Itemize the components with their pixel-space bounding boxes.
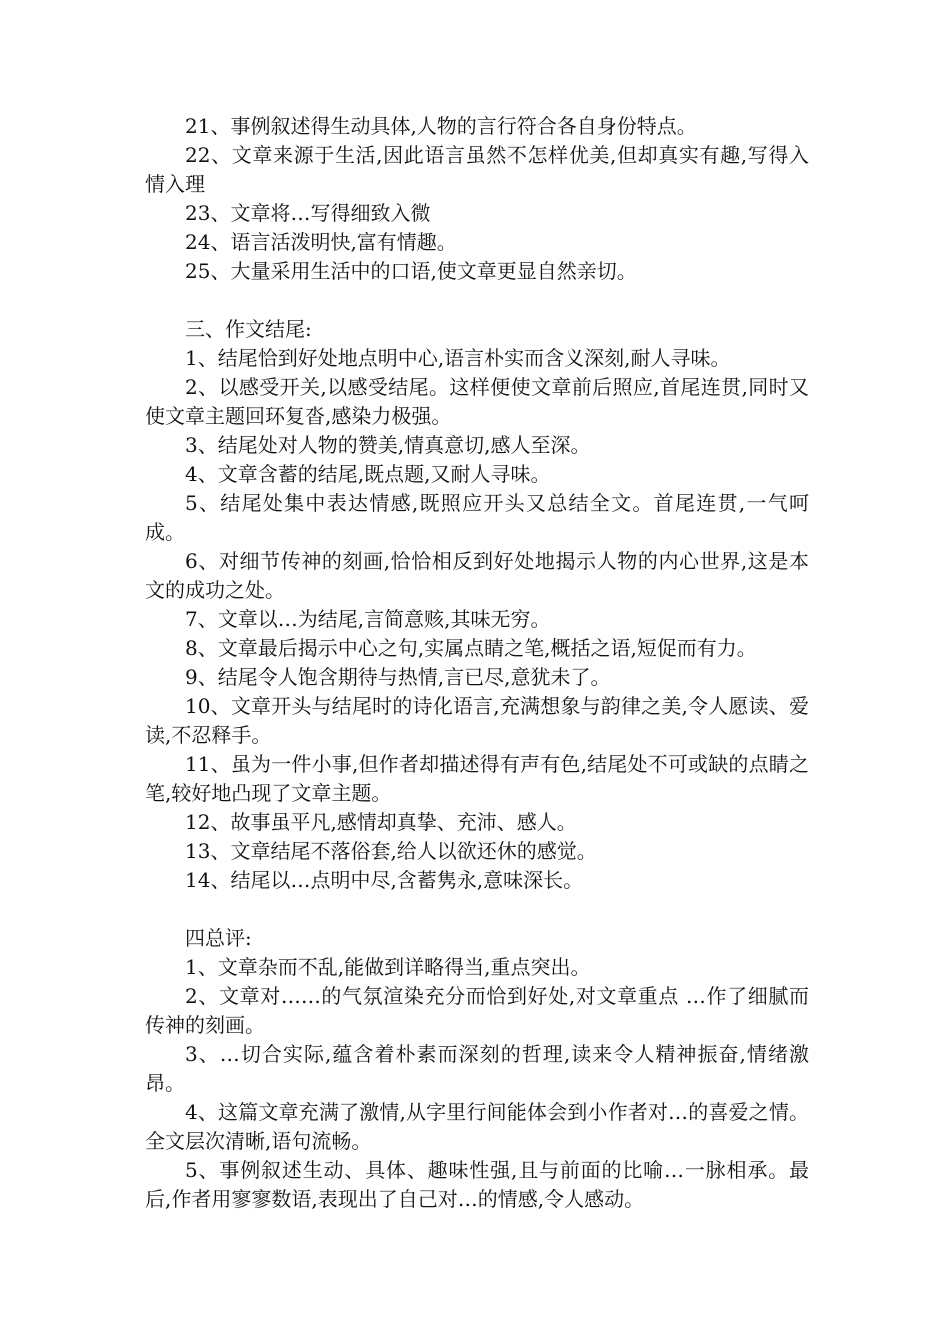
section-language (145, 112, 809, 286)
paragraph: 2、以感受开关,以感受结尾。这样便使文章前后照应,首尾连贯,同时又使文章主题回环复沓,感染力极强。 (145, 375, 809, 428)
paragraph: 10、文章开头与结尾时的诗化语言,充满想象与韵律之美,令人愿读、爱读,不忍释手。 (145, 694, 809, 747)
paragraph: 3、…切合实际,蕴含着朴素而深刻的哲理,读来令人精神振奋,情绪激昂。 (145, 1042, 809, 1095)
paragraph: 4、这篇文章充满了激情,从字里行间能体会到小作者对…的喜爱之情。全文层次清晰,语句流畅。 (145, 1100, 809, 1153)
section-heading: 三、作文结尾: (185, 317, 312, 341)
section-ending (145, 315, 809, 895)
paragraph: 23、文章将…写得细致入微 (185, 201, 431, 225)
paragraph: 5、事例叙述生动、具体、趣味性强,且与前面的比喻…一脉相承。最后,作者用寥寥数语,表现出了自己对…的情感,令人感动。 (145, 1158, 809, 1211)
paragraph: 2、文章对……的气氛渲染充分而恰到好处,对文章重点 …作了细腻而传神的刻画。 (145, 984, 809, 1037)
paragraph: 13、文章结尾不落俗套,给人以欲还休的感觉。 (185, 839, 597, 863)
paragraph: 5、结尾处集中表达情感,既照应开头又总结全文。首尾连贯,一气呵成。 (145, 491, 809, 544)
paragraph: 9、结尾令人饱含期待与热情,言已尽,意犹未了。 (185, 665, 611, 689)
section-summary (145, 924, 809, 1214)
paragraph: 11、虽为一件小事,但作者却描述得有声有色,结尾处不可或缺的点睛之笔,较好地凸现了文章主题。 (145, 752, 809, 805)
paragraph: 22、文章来源于生活,因此语言虽然不怎样优美,但却真实有趣,写得入情入理 (145, 143, 809, 196)
paragraph: 25、大量采用生活中的口语,使文章更显自然亲切。 (185, 259, 637, 283)
paragraph: 7、文章以…为结尾,言简意赅,其味无穷。 (185, 607, 551, 631)
paragraph: 4、文章含蓄的结尾,既点题,又耐人寻味。 (185, 462, 551, 486)
section-heading: 四总评: (185, 926, 252, 950)
document-page (145, 112, 809, 1214)
paragraph: 12、故事虽平凡,感情却真挚、充沛、感人。 (185, 810, 577, 834)
paragraph: 6、对细节传神的刻画,恰恰相反到好处地揭示人物的内心世界,这是本文的成功之处。 (145, 549, 809, 602)
paragraph: 21、事例叙述得生动具体,人物的言行符合各自身份特点。 (185, 114, 697, 138)
paragraph: 14、结尾以…点明中尽,含蓄隽永,意味深长。 (185, 868, 584, 892)
paragraph: 3、结尾处对人物的赞美,情真意切,感人至深。 (185, 433, 591, 457)
paragraph: 24、语言活泼明快,富有情趣。 (185, 230, 457, 254)
paragraph: 1、文章杂而不乱,能做到详略得当,重点突出。 (185, 955, 591, 979)
paragraph: 1、结尾恰到好处地点明中心,语言朴实而含义深刻,耐人寻味。 (185, 346, 731, 370)
paragraph: 8、文章最后揭示中心之句,实属点睛之笔,概括之语,短促而有力。 (185, 636, 757, 660)
